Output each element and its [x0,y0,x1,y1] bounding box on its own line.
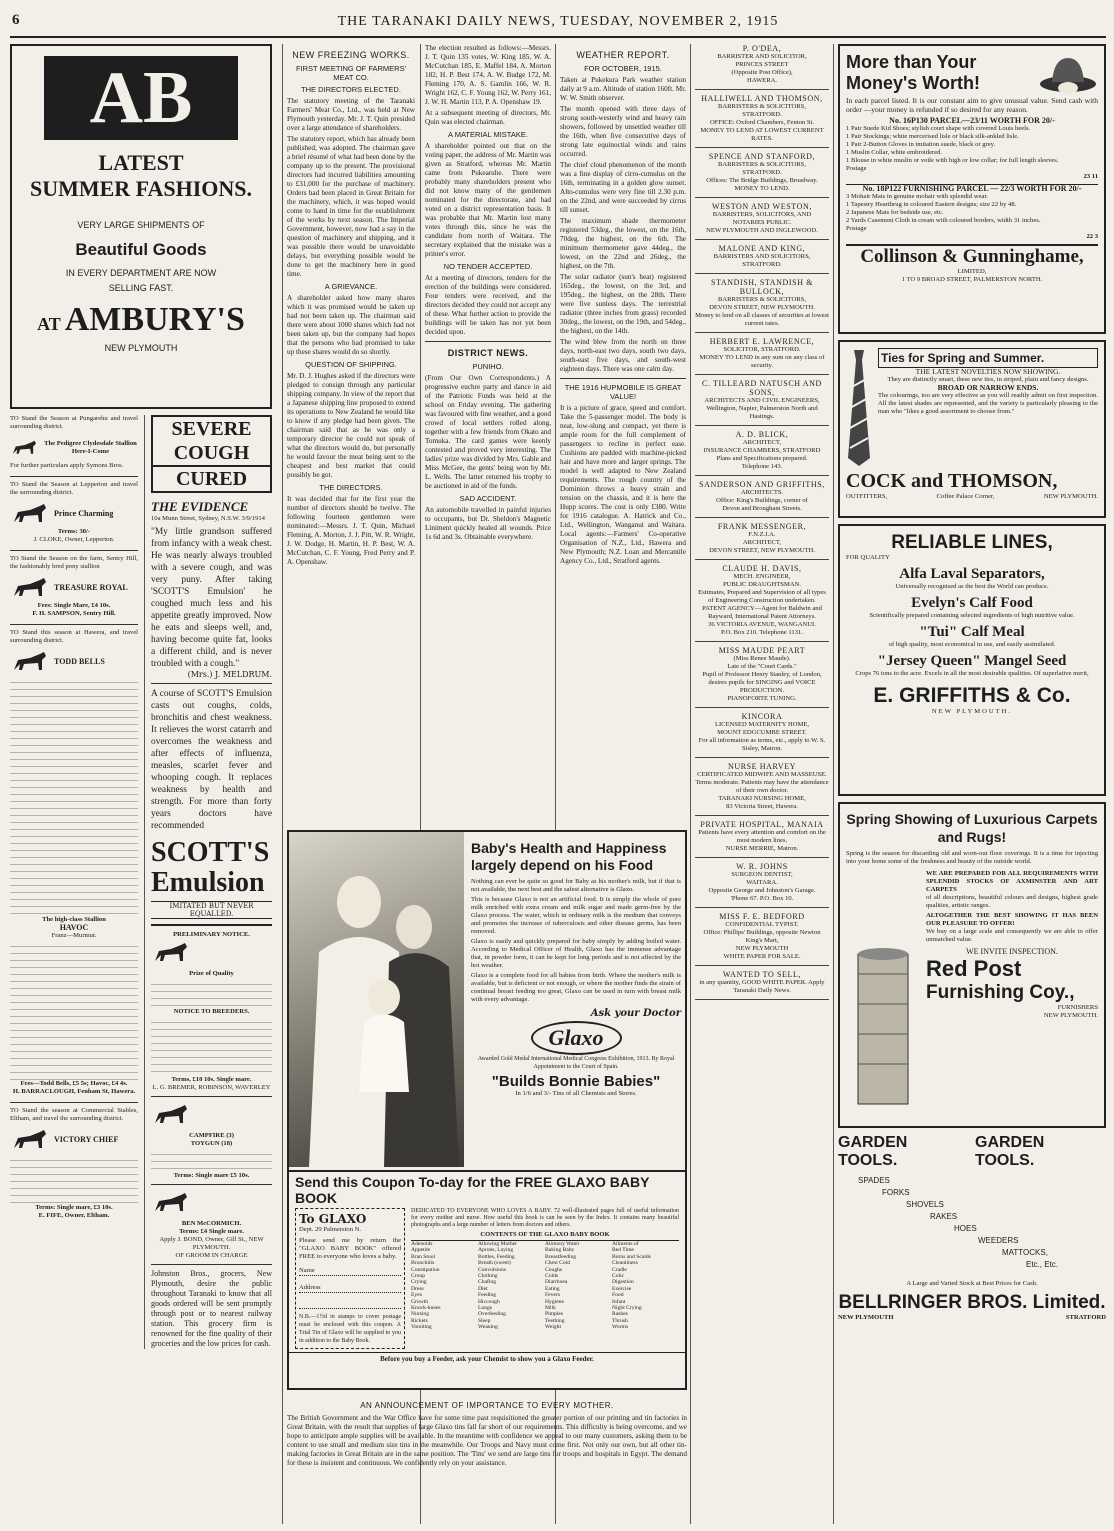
tool-name: SPADES [858,1176,890,1185]
griffiths-ad: RELIABLE LINES, FOR QUALITY Alfa Laval Separators, Universally recognised as the best the World can produce. Evelyn's Calf Food Scientifically prepared containing selected ingredients of high nutritive value. "Tui" Calf Meal of high quality, most economical in use, and easily assimilated. "Jersey Queen" Mangel Seed Crops 76 tons to the acre. Excels in all the most desirable qualities. Of superlative merit, E. GRIFFITHS & Co. NEW PLYMOUTH. [838,524,1106,796]
entry-line: PIANOFORTE TUNING. [727,695,797,702]
directory-entry [695,480,829,518]
directory-entry [695,912,829,966]
entry-line: BARRISTERS & SOLICITORS, [718,296,806,303]
directory-entry [695,762,829,816]
index-entry: Teething [545,1317,565,1324]
entry-line: BARRISTERS & SOLICITORS, [718,161,806,168]
cock-name: COCK and THOMSON, [846,470,1058,492]
entry-line: Devon and Brougham Streets. [722,505,802,512]
index-entry: Hygiene [545,1298,564,1305]
directory-entry [695,244,829,274]
parcel-item: Postage [846,165,867,172]
family-illustration [289,832,464,1167]
index-entry: Coughs [545,1266,563,1273]
index-entry: Weaning [478,1324,498,1331]
ad-text: AT [37,314,61,334]
index-entry: Feeding [478,1292,497,1299]
stud-text-block [10,676,138,916]
entry-line: Office: Phillips' Buildings, opposite Newton King's Mart, [703,929,821,944]
entry-line: For all information as terms, etc., apply to W. S. Sisley, Matron. [698,737,826,752]
entry-name: W. R. JOHNS [736,862,788,871]
index-entry: Infant [612,1298,626,1305]
index-entry: Clothing [478,1273,498,1280]
index-entry: Digestion [612,1279,634,1286]
glaxo-coupon-section: Send this Coupon To-day for the FREE GLAXO BABY BOOK To GLAXO Dept. 29 Palmerston N. Please send me by return the "GLAXO BABY BOOK" offered FREE to everyone who loves a baby. Name Address N.B.—1½d in stamps to cover postage must be enclosed with this coupon. A Trial Tin of Glaxo will be supplied to you in addition to the Baby Book. DEDICATED TO EVERYONE WHO LOVES A BABY. 72 well-illustrated pages full of useful information for every mother and nurse. How useful this book is can be seen by the Index. It contains many beautiful photographs and a large number of letters from doctors and others. CONTENTS OF THE GLAXO BABY BOOK Adenoids Allowing Mother Alimony Water Ailments of Appetite Aprons, Laying Baking Baby Bed Time Bran Stool Bottles, Feeding Breastfeeding Burns and Scalds Bronchitis Breath (sweet) Chest Cold Cleanliness Constipation Convulsions Coughs Cradle Croup Clothing Colds Colic Crying Chafing Diarrhoea Digestion Dress Diet Eating Exercise Eyes Feeding Fevers Food Growth Hiccough Hygiene Infant Knock-knees Lungs Milk Night Crying Nursing Overfeeding Pimples Rashes Rickets Sleep Teething Thrush Vomiting Weaning Weight Worms Before you buy a Feeder, ask your Chemist to show you a Glaxo Feeder. [289,1170,685,1363]
entry-name: A. D. BLICK, [735,430,789,439]
index-entry: Colds [545,1273,559,1280]
glaxo-logo: Glaxo [531,1021,622,1055]
index-entry: Constipation [411,1266,440,1273]
entry-name: MISS F. E. BEDFORD [719,912,805,921]
index-entry: Convulsions [478,1266,506,1273]
index-entry: Weight [545,1324,562,1331]
cock-thomson-ad: Ties for Spring and Summer. THE LATEST NOVELTIES NOW SHOWING. They are distinctly smart, these new ties, in striped, plain and fancy designs. BROAD OR NARROW ENDS. The colourings, too are very effective as you will readily admit on first inspection. All the latest shades are represented, and the variety is particularly pleasing to the man who "likes a good assortment to choose from." COCK and THOMSON, OUTFITTERS, Coffee Palace Corner, NEW PLYMOUTH. [838,340,1106,518]
parcel-1-list [846,125,1098,173]
entry-name: CLAUDE H. DAVIS, [722,564,802,573]
entry-line: Money to lend on all classes of securities at lowest current rates. [695,312,829,327]
entry-line: F.N.Z.I.A. [748,531,776,538]
entry-line: Plans and Specifications prepared. [716,455,808,462]
entry-line: HAWERA. [746,77,778,84]
redpost-ad: Spring Showing of Luxurious Carpets and Rugs! Spring is the season for discarding old and worn-out floor coverings. It is a time for injecting into your home some of the freshness and beauty of the outside world. WE ARE PREPARED FOR ALL REQUIREMENTS WITH SPLENDID STOCKS OF AXMINSTER AND ART CARPETS of all descriptions, beautiful colours and designs, highest grade qualities, artistic ranges. ALTOGETHER THE BEST SHOWING IT HAS BEEN OUR PLEASURE TO OFFER! We buy on a large scale and consequently we are able to offer unmatched value. WE INVITE INSPECTION. Red Post Furnishing Coy., FURNISHERS NEW PLYMOUTH. [838,802,1106,1128]
tie-icon [846,348,872,468]
parcel-item: 1 Muslin Collar, white embroidered. [846,149,943,156]
column-5-directory [695,44,829,1524]
entry-name: HERBERT E. LAWRENCE, [709,337,815,346]
entry-line: DEVON STREET, NEW PLYMOUTH. [709,304,815,311]
column-3: The election resulted as follows:—Messrs. J. T. Quin 135 votes, W. King 185, W. A. McCutchan 185, E. Maffel 184, A. Morton 182, H. P. Best 174, A. W. Budge 172, M. Fleming 170, A. S. Gamlin 166, W. R. Wright 162, C. F. Young 162, W. Perry 161, J. W. H. Martin 113, P. A. Openshaw 19. At a subsequent meeting of directors, Mr. Quin was elected chairman. A MATERIAL MISTAKE. A shareholder pointed out that on the voting paper, the address of Mr. Martin was given as Stratford, whereas Mr. Martin came from Pukearuhe. There were probably many shareholders present who did not know many of the gentlemen nominated for the directorate, and had voted on a district representation basis. It was probable that Mr. Martin lost many votes through this, since he was the candidate from north of Waitara. The secretary explained that the mistake was a printer's error. NO TENDER ACCEPTED. At a meeting of directors, tenders for the erection of the buildings were considered. Four tenders were received, and the directors decided they could not accept any of these. What further action to provide the buildings will be taken has not yet been decided upon. DISTRICT NEWS. PUNIHO. (From Our Own Correspondents.) A progressive euchre party and dance in aid of the Patriotic Funds was held at the school on Friday evening. The gathering was favoured with fine weather, and a good crowd of local settlers rolled along, together with a few friends from Okato and Tomuka. The card games were keenly contested and proved very interesting. The ladies' prize was divided by Mrs. Gable and Miss McGee, the gents' being won by Mr. L. Wells. The latter returned his trophy to be auctioned in aid of the funds. SAD ACCIDENT. An automobile travelled in painful injuries to occupants, but Dr. Sheldon's Magnetic Liniment quickly healed all wounds. Price 1s 6d and 3s. Obtainable everywhere. [425,44,551,541]
stud-column [10,415,138,1349]
parcel-item: 1 Pair Suede Kid Shoes; stylish court shape with covered Louis heels. [846,125,1031,132]
entry-name: NURSE HARVEY [727,762,797,771]
index-entry: Nursing [411,1311,430,1318]
entry-line: P.O. Box 210. Telephone 1131. [721,629,803,636]
entry-line: in any quantity, GOOD WHITE PAPER. Apply Taranaki Daily News. [699,979,825,994]
index-entry: Bed Time [612,1247,634,1254]
index-entry: Knock-knees [411,1305,441,1312]
entry-line: (Miss Renee Maude). [733,655,791,662]
entry-line: 83 Victoria Street, Hawera. [726,803,798,810]
tool-name: Etc., Etc. [1026,1260,1059,1269]
entry-name: STANDISH, STANDISH & BULLOCK, [710,278,814,296]
entry-name: MISS MAUDE PEART [718,646,806,655]
index-entry: Dress [411,1285,424,1292]
index-entry: Bottles, Feeding [478,1253,515,1260]
horse-icon [10,500,50,528]
entry-line: NOTARIES PUBLIC. [732,219,792,226]
directory-entry [695,94,829,148]
index-entry: Eating [545,1285,560,1292]
glaxo-headline: Baby's Health and Happiness largely depend on his Food [471,840,667,873]
entry-line: Opposite George and Johnston's Garage. [708,887,816,894]
index-entry: Adenoids [411,1241,433,1247]
entry-line: BARRISTERS & SOLICITORS, [718,103,806,110]
tool-name: MATTOCKS, [1002,1248,1048,1257]
testimonial: "My little grandson suffered from infancy with a weak chest. He was nearly always troubled with a severe cough, and was very puny. After taking 'SCOTT'S Emulsion' he coughed much less and his appetite greatly improved. Now he eats and sleeps well, and, having become quite fat, looks a different child, and is never troubled with a cough." [151,527,272,669]
entry-line: Terms moderate. Patients may have the attendance of their own doctor. [695,779,829,794]
index-entry: Eyes [411,1292,422,1299]
index-entry: Rickets [411,1317,428,1324]
entry-line: INSURANCE CHAMBERS, STRATFORD [703,447,821,454]
index-entry: Lungs [478,1305,492,1312]
entry-line: MECH. ENGINEER, [733,573,791,580]
scotts-logo: Emulsion [151,867,265,898]
newspaper-title: THE TARANAKI DAILY NEWS, TUESDAY, NOVEMBER 2, 1915 [337,14,779,29]
index-entry: Rashes [612,1311,628,1318]
index-entry: Ailments of [612,1241,639,1247]
horse-icon [10,1126,50,1154]
directory-entry [695,564,829,642]
entry-name: MALONE AND KING, [718,244,806,253]
ad-heading: SUMMER FASHIONS. [29,176,253,201]
entry-line: SURGEON DENTIST, [731,871,793,878]
entry-line: 'Phone 67. P.O. Box 10. [730,895,794,902]
ad-text: NEW PLYMOUTH [104,343,178,353]
directory-entry [695,646,829,708]
horse-icon [10,574,50,602]
entry-line: ARCHITECTS AND CIVIL ENGINEERS, [704,397,820,404]
stud-ad: TO Stand the Season at Pungarehu and travel surrounding district. The Pedigree Clydesdale Stallion Here-I-Come For further particulars apply Symons Bros. [10,415,138,469]
entry-line: Offices: The Bridge Buildings, Broadway. [706,177,818,184]
column-rule [282,44,283,1524]
index-entry: Colic [612,1273,625,1280]
index-entry: Diarrhoea [545,1279,568,1286]
entry-line: DEVON STREET, NEW PLYMOUTH. [709,547,815,554]
index-entry: Fevers [545,1292,560,1299]
index-entry: Breastfeeding [545,1253,577,1260]
collinson-headline: More than Your Money's Worth! [846,52,980,93]
directory-entry [695,970,829,1000]
index-entry: Aprons, Laying [478,1247,514,1254]
entry-line: NURSE MERRIE, Matron. [725,845,799,852]
hat-icon [1038,52,1098,96]
collinson-logo: Collinson & Gunninghame, [846,244,1098,268]
scotts-body: A course of SCOTT'S Emulsion casts out coughs, colds, bronchitis and chest weakness. It relieves the worst catarrh and overcomes the weakness and after effects of influenza, measles, scarlet fever and whooping cough. It replaces weakness by health and strength. For more than forty years doctors have recommended [151,689,272,831]
index-entry: Milk [545,1305,556,1312]
scotts-logo: SCOTT'S [151,837,270,868]
entry-line: Estimates, Prepared and Supervision of all types of Engineering Construction undertaken. [698,589,826,604]
directory-entry [695,379,829,426]
entry-line: BARRISTERS AND SOLICITORS, [713,253,811,260]
entry-line: STRATFORD. [742,111,782,118]
entry-line: ARCHITECTS. [740,489,784,496]
entry-line: NEW PLYMOUTH AND INGLEWOOD. [706,227,818,234]
ambury-ad [10,44,272,409]
ad-text: SELLING FAST. [108,283,174,293]
entry-line: Patients have every attention and comfort on the most modern lines. [698,829,826,844]
entry-name: WANTED TO SELL, [722,970,802,979]
parcel-item: 3 Mohair Mats in genuine mohair with splendid wear. [846,193,988,200]
entry-line: OFFICE: Oxford Chambers, Fenton St. [709,119,815,126]
entry-line: SOLICITOR, STRATFORD. [723,346,801,353]
entry-name: FRANK MESSENGER, [717,522,807,531]
entry-line: Late of the "Court Cards." [727,663,797,670]
parcel-item: 1 Tapestry Hearthrug in coloured Eastern designs; size 22 by 48. [846,201,1017,208]
stud-ad: TO Stand the Season on the farm, Sentry Hill, the fashionably bred pony stallion TREASURE ROYAL Fees: Single Mare, £4 10s. F. H. SAMPSON, Sentry Hill. [10,555,138,617]
entry-line: WAITARA. [746,879,778,886]
directory-entry [695,202,829,240]
bellringer-name: BELLRINGER BROS. Limited. [838,1292,1106,1313]
entry-line: MONEY TO LEND AT LOWEST CURRENT RATES. [700,127,824,142]
column-2: NEW FREEZING WORKS. FIRST MEETING OF FARMERS' MEAT CO. THE DIRECTORS ELECTED. The statutory meeting of the Taranaki Farmers' Meat Co., Ltd., was held at New Plymouth yesterday. Mr. J. T. Quin presided over a large attendance of shareholders. The statutory report, which has already been published, was adopted. The chairman gave a brief résumé of what had been done by the company up to the present. The provisional directors had incurred liabilities amounting to £31,000 for the purchase of machinery. Orders had been placed in Great Britain for the machinery, which, it was hoped would come to hand in time for the establishment of the works by next season. The Imperial Government, however, now had a say in the question of machinery and shipping, and it was possible there would be unavoidable delays, but everything possible would be done to get the machinery here in good time. A GRIEVANCE. A shareholder asked how many shares which it was promised would be taken up had not been taken up. The chairman said there were about 1000 shares which had not been taken up, but the company had hopes that the persons who had promised to take up these shares would do so shortly. QUESTION OF SHIPPING. Mr. D. J. Hughes asked if the directors were pledged to consign through any particular shipping company. In view of the report that a Japanese shipping line proposed to extend its operations to New Zealand he would like to know if any pledge had been given. The chairman said that as he was only a temporary director he could not speak of what the directors would do, but personally he would favour the meat being sent to the cheapest and best market that could possibly be got. THE DIRECTORS. It was decided that for the first year the number of directors should be twelve. The following fourteen gentlemen were nominated:—Messrs. J. T. Quin, Michael Fleming, A. Morton, J. J. Pitt, W. R. Wright, J. W. Dodge, H. Martin, H. P. Best, W. A. McCutchan, C. F. Young, Fred Perry and P. A. Openshaw. [287,50,415,566]
column-1 [10,44,272,1524]
stud-text-block [10,1154,138,1204]
ambury-logo: AB [44,56,238,140]
griffiths-name: E. GRIFFITHS & Co. [873,684,1071,707]
entry-line: BARRISTER AND SOLICITOR, [717,53,807,60]
entry-line: WHITE PAPER FOR SALE. [723,953,801,960]
announcement: AN ANNOUNCEMENT OF IMPORTANCE TO EVERY MOTHER. The British Government and the War Office have for some time past requisitioned the greater portion of our printing and tin factories in Great Britain, with the result that supplies of large Glaxo tins fall far short of our requirements. This difficulty is being overcome, and we hope to anticipate ample supplies will be available. In the meantime with confidence we appeal to our many customers, asking them to be content to use small and medium size tins in the meanwhile. Our Troops and Navy must come first. Not only our own, but all other tin-making factories in Great Britain are in the same position. The 'Tins' we send are large tins for troops and hospitals in Egypt. The demand for these is insistent and continuous. We confidently rely on your assistance. [287,1401,687,1467]
glaxo-coupon[interactable]: To GLAXO Dept. 29 Palmerston N. Please send me by return the "GLAXO BABY BOOK" offered FREE to everyone who loves a baby. Name Address N.B.—1½d in stamps to cover postage must be enclosed with this coupon. A Trial Tin of Glaxo will be supplied to you in addition to the Baby Book. [295,1208,405,1349]
entry-line: MOUNT EDGCUMBE STREET. [717,729,807,736]
horse-icon [10,434,39,462]
entry-line: Office: King's Buildings, corner of [716,497,808,504]
index-entry: Thrush [612,1317,628,1324]
ad-text: Beautiful Goods [75,240,207,259]
entry-line: NEW PLYMOUTH [735,945,789,952]
column-6 [838,44,1106,1524]
coupon-headline: Send this Coupon To-day for the FREE GLAXO BABY BOOK [295,1174,650,1206]
entry-line: Wellington, Napier, Palmerston North and Hastings. [706,405,818,420]
stud-ad: TO Stand the season at Commercial Stables, Eltham, and travel the surrounding district. VICTORY CHIEF Terms: Single mare, £3 10s. E. FIFE, Owner, Eltham. [10,1107,138,1219]
entry-line: PATENT AGENCY—Agent for Baldwin and Rayward, International Patent Attorneys. [702,605,822,620]
collinson-ad: More than Your Money's Worth! In each parcel listed. It is our constant aim to give unusual value. Send cash with order —your money is refunded if so desired for any reason. No. 16P130 PARCEL—23/11 WORTH FOR 20/- 1 Pair Suede Kid Shoes; stylish court shape with covered Louis heels. 1 Pair Stockings; white mercerised lisle or black silk-ankled lisle. 1 Pair 2-Button Gloves in imitation suede, black or grey. 1 Muslin Collar, white embroidered. 1 Blouse in white muslin or voile with high or low collar; for full length sleeves. Postage 23 11 No. 18P122 FURNISHING PARCEL — 22/3 WORTH FOR 20/- 3 Mohair Mats in genuine mohair with splendid wear. 1 Tapestry Hearthrug in coloured Eastern designs; size 22 by 48. 2 Japanese Mats for bedside use, etc. 2 Yards Casement Cloth in cream with coloured borders, width 31 inches. Postage 22 3 Collinson & Gunninghame, LIMITED, 1 TO 9 BROAD STREET, PALMERSTON NORTH. [838,44,1106,334]
index-entry: Overfeeding [478,1311,506,1318]
scotts-banner: SEVERE COUGH CURED [151,415,272,493]
glaxo-copy: Baby's Health and Happiness largely depend on his Food Nothing can ever be quite so good for Baby as his mother's milk, but if that is not available, the next best and the safest alternative is Glaxo. This is because Glaxo is not an artificial food. It is simply the whole of pure milk enriched with extra cream and milk sugar and made germ-free by the Glaxo process. The water, which in ordinary milk is the medium that conveys and promotes the increase of tuberculosis and other disease germs, has been removed. Glaxo is easily and quickly prepared for baby simply by adding boiled water. According to Medical Officer of Health, Glaxo has the immense advantage that, in powder form, it can be kept for long periods and is not affected by the hot weather. Glaxo is a complete food for all babies from birth. Where the mother's milk is available, but is deficient or not enough, or where the mother finds the strain of continual breast feeding too great, Glaxo can be used in turn with breast milk with every advantage. Ask your Doctor Glaxo Awarded Gold Medal International Medical Congress Exhibition, 1913. By Royal Appointment to the Court of Spain. "Builds Bonnie Babies" In 1/6 and 3/- Tins of all Chemists and Stores. [471,840,681,1097]
entry-name: HALLIWELL AND THOMSON, [701,94,823,103]
entry-line: TARANAKI NURSING HOME, [718,795,806,802]
entry-line: PUBLIC DRAUGHTSMAN. [722,581,802,588]
stud-text-block [10,940,138,1080]
directory-entry [695,820,829,858]
column-rule [833,44,834,1524]
index-entry: Croup [411,1273,425,1280]
entry-name: SPENCE AND STANFORD, [708,152,816,161]
entry-line: CONFIDENTIAL TYPIST. [725,921,799,928]
index-entry: Chafing [478,1279,497,1286]
entry-line: PRINCES STREET [735,61,789,68]
entry-line: STRATFORD. [742,261,782,268]
index-entry: Pimples [545,1311,564,1318]
entry-name: C. TILLEARD NATUSCH AND SONS, [702,379,822,397]
index-entry: Bran Stool [411,1253,436,1260]
index-entry: Baking Baby [545,1247,575,1254]
parcel-item: Postage [846,225,867,232]
entry-name: KINCORA [741,712,783,721]
entry-line: MONEY TO LEND in any sum on any class of security. [699,354,825,369]
tool-list [838,1170,1106,1280]
entry-line: ARCHITECT, [742,539,782,546]
carpet-roll-icon [848,944,918,1114]
glaxo-ad [287,830,687,1390]
entry-line: STRATFORD. [742,169,782,176]
mother-child-illustration [289,832,464,1167]
directory-entry [695,522,829,560]
index-entry: Growth [411,1298,429,1305]
entry-line: (Opposite Post Office), [731,69,793,76]
tool-name: RAKES [930,1212,958,1221]
ambury-name: AMBURY'S [64,301,245,338]
directory-entry [695,862,829,908]
index-entry: Alimony Water [545,1241,580,1247]
entry-name: P. O'DEA, [742,44,782,53]
horse-icon [10,648,50,676]
ad-text: VERY LARGE SHIPMENTS OF [77,220,205,230]
parcel-item: 2 Yards Casement Cloth in cream with coloured borders, width 31 inches. [846,217,1041,224]
tool-name: SHOVELS [906,1200,944,1209]
parcel-item: 1 Blouse in white muslin or voile with high or low collar; for full length sleeves. [846,157,1059,164]
index-entry: Allowing Mother [478,1241,517,1247]
cock-headline: Ties for Spring and Summer. [878,348,1098,368]
entry-line: Pupil of Professor Henry Stanley, of London, desires pupils for SINGING and VOICE PRODUCTION. [702,671,822,694]
index-entry: Burns and Scalds [612,1253,651,1260]
index-entry: Bronchitis [411,1260,435,1267]
page-number: 6 [12,12,20,28]
entry-name: PRIVATE HOSPITAL, MANAIA [700,820,824,829]
index-entry: Cleanliness [612,1260,638,1267]
tool-name: WEEDERS [978,1236,1019,1245]
directory-entry [695,44,829,90]
index-entry: Chest Cold [545,1260,571,1267]
tool-name: HOES [954,1224,977,1233]
column-4: WEATHER REPORT. FOR OCTOBER, 1915. Taken at Pukekura Park weather station daily at 9 a.m. Altitude of station 160ft. Mr. W. W. Smith observer. The month opened with three days of strong south-westerly wind and heavy rain showers, followed by unsettled weather till the 16th, when five consecutive days of strong late equinoctial winds and rains occurred. The chief cloud phenomenon of the month was a fine display of cirro-cumulus on the 16th, terminating in a golden glow sunset. Alto-cumulus were very fine till 2.30 p.m. on the 22nd, and were succeeded by cirrus till sunset. The maximum shade thermometer registered 53deg., the lowest, on the 16th, 70deg. the highest, on the 6th. The minimum thermometer gave 44deg., the lowest, on the 22nd and 26deg., the highest, on the 7th. The solar radiator (sun's heat) registered 165deg., the lowest, on the 3rd, and 195deg., the highest, on the 28th. There were five sunless days. The terrestrial radiator (three inches from grass) recorded 30deg., the lowest, on the 19th, and 54deg., the highest, on the 14th. The wind blew from the north on three days, north-east two days, south two days, south-east five days, and south-west eighteen days. There was one calm day. THE 1916 HUPMOBILE IS GREAT VALUE! It is a picture of grace, speed and comfort. Take the 5-passenger model. The body is neat, low-slung and compact, yet there is ample room for the full complement of passengers to recline in perfect ease. Cushions are padded with machine-picked hair and have more and larger springs. The model is well adapted to New Zealand requirements. The rough country of the Dominion throws a heavy strain and tension on the chassis, and it is here the Hupp scores. The cost is only £380. Write for 1916 catalogue. A. Hatrick and Co., Ltd., Wellington, Wanganui and Waitara. Local agents:—Farmers' Co-operative Organisation of N.Z., Ltd., Hawera and New Plymouth; N.Z. Loan and Mercantile Agency Co., Ltd., Stratford agents. [560,50,686,565]
parcel-item: 1 Pair 2-Button Gloves in imitation suede, black or grey. [846,141,996,148]
directory-entry [695,152,829,198]
index-entry: Sleep [478,1317,491,1324]
stud-ad: TO Stand this season at Hawera, and travel surrounding district. TODD BELLS The high-class Stallion HAVOC Franz—Murmur. Fees—Todd Bells, £5 5s; Havoc, £4 4s. H. BARRACLOUGH, Fenham St, Hawera. [10,629,138,1095]
ad-heading: LATEST [98,150,184,175]
entry-line: ARCHITECT, [742,439,782,446]
glaxo-slogan: "Builds Bonnie Babies" [491,1073,661,1090]
stud-ad: TO Stand the Season at Lepperton and travel the surrounding district. Prince Charming Terms: 30/- J. CLOKE, Owner, Lepperton. [10,481,138,543]
index-entry: Breath (sweet) [478,1260,511,1267]
index-entry: Crying [411,1279,427,1286]
index-entry: Worms [612,1324,629,1331]
index-entry: Night Crying [612,1305,642,1312]
entry-line: MONEY TO LEND. [734,185,790,192]
directory-entry [695,337,829,375]
directory-entry [695,430,829,476]
directory-entry [695,278,829,333]
index-entry: Cradle [612,1266,627,1273]
directory-entry [695,712,829,758]
horse-icon [151,1189,191,1217]
index-entry: Hiccough [478,1298,500,1305]
index-entry: Exercise [612,1285,632,1292]
tool-name: FORKS [882,1188,910,1197]
index-entry: Diet [478,1285,488,1292]
evidence-heading: THE EVIDENCE [151,499,249,514]
scotts-column: SEVERE COUGH CURED THE EVIDENCE 10a Munn Street, Sydney, N.S.W. 3/9/1914 "My little grandson suffered from infancy with a weak chest. He was nearly always troubled with a severe cough, and was very puny. After taking 'SCOTT'S Emulsion' he coughed much less and his appetite greatly improved. Now he eats and sleeps well, and, having become quite fat, looks a different child, and is never troubled with a cough." (Mrs.) J. MELDRUM. A course of SCOTT'S Emulsion casts out coughs, colds, bronchitis and chest weakness. It relieves the worst catarrh and overcomes the weakness and after effects of influenza, measles, scarlet fever and whooping cough. It replaces weakness by health and strength. For more than forty years doctors have recommended SCOTT'S Emulsion IMITATED BUT NEVER EQUALLED. PRELIMINARY NOTICE. Prize of Quality NOTICE TO BREEDERS. Terms, £10 10s. Single mare. L. G. BREMER, ROBINSON, WAVERLEY CAMPFIRE (3) TOYGUN (18) Terms: Single mare £5 10s. BEN McCORMICH. Terms: £4 Single mare. Apply J. BOND, Owner, Gill St., NEW PLYMOUTH. OF GROOM IN CHARGE Johnston Bros., grocers, New Plymouth, desire the public throughout Taranaki to know that all goods ordered will be sent promptly through post or to nearest railway station. This grocery firm is renowned for the fine quality of their groceries and the low prices for cash. [144,415,272,1349]
parcel-2-list [846,193,1098,233]
index-entry: Appetite [411,1247,431,1254]
entry-line: Telephone 143. [741,463,783,470]
entry-line: CERTIFICATED MIDWIFE AND MASSEUSE. [697,771,827,778]
parcel-item: 1 Pair Stockings; white mercerised lisle or black silk-ankled lisle. [846,133,1019,140]
entry-name: SANDERSON AND GRIFFITHS, [699,480,825,489]
glaxo-index [411,1240,679,1331]
index-entry: Vomiting [411,1324,432,1331]
notices: PRELIMINARY NOTICE. Prize of Quality NOTICE TO BREEDERS. Terms, £10 10s. Single mare. L. G. BREMER, ROBINSON, WAVERLEY CAMPFIRE (3) TOYGUN (18) Terms: Single mare £5 10s. BEN McCORMICH. Terms: £4 Single mare. Apply J. BOND, Owner, Gill St., NEW PLYMOUTH. OF GROOM IN CHARGE Johnston Bros., grocers, New Plymouth, desire the public throughout Taranaki to know that all goods ordered will be sent promptly through post or to nearest railway station. This grocery firm is renowned for the fine quality of their groceries and the low prices for cash. [151,931,272,1348]
masthead [10,8,1106,38]
bellringer-ad: GARDEN TOOLS. GARDEN TOOLS. SPADES FORKS SHOVELS RAKES HOES WEEDERS MATTOCKS, Etc., Etc. A Large and Varied Stock at Best Prices for Cash. BELLRINGER BROS. Limited. NEW PLYMOUTH STRATFORD [838,1134,1106,1321]
column-rule [690,44,691,1524]
entry-line: 36 VICTORIA AVENUE, WANGANUI. [708,621,816,628]
ad-text: IN EVERY DEPARTMENT ARE NOW [65,268,217,278]
entry-name: WESTON AND WESTON, [712,202,812,211]
entry-line: LICENSED MATERNITY HOME, [714,721,810,728]
horse-icon [151,1101,191,1129]
index-entry: Food [612,1292,624,1299]
horse-icon [151,939,191,967]
parcel-item: 2 Japanese Mats for bedside use, etc. [846,209,944,216]
entry-line: BARRISTERS, SOLICITORS, AND [712,211,812,218]
